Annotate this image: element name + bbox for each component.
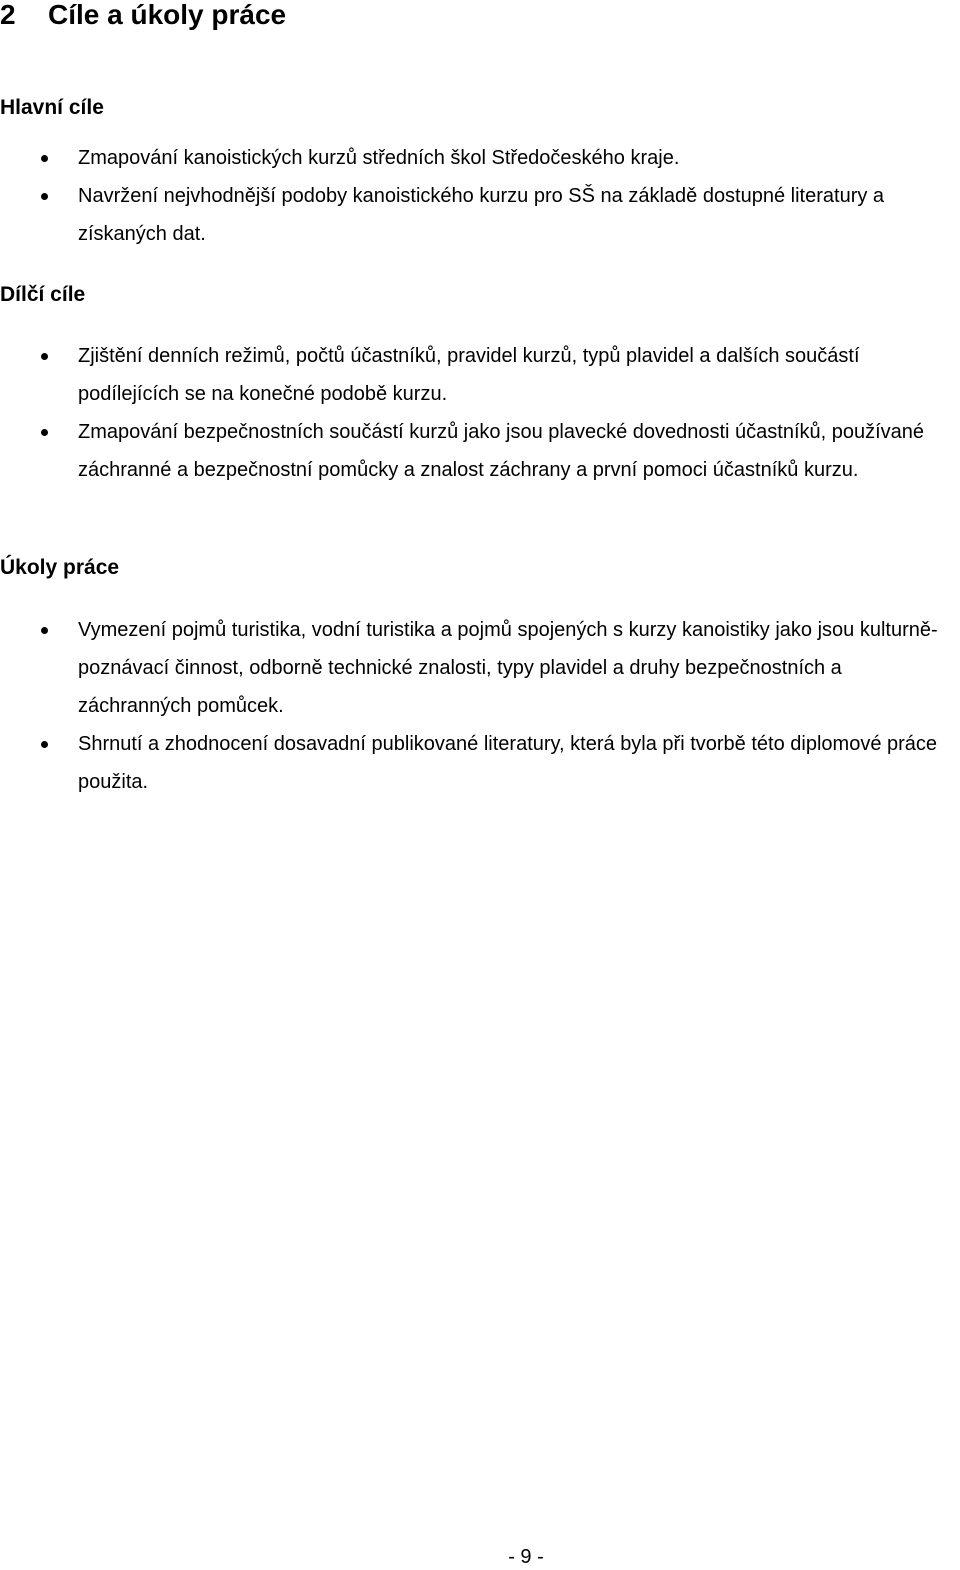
chapter-heading [0,0,286,33]
list-item-text: Zjištění denních režimů, počtů účastníků, pravidel kurzů, typů plavidel a dalších součástí podílejících se na konečné podobě kurzu. [78,345,860,405]
section-heading-hlavni-cile: Hlavní cíle [0,96,104,119]
list-item [0,413,960,489]
bullet-icon [41,155,48,162]
list-item [0,139,960,177]
bullet-icon [41,627,48,634]
chapter-number: 2 [0,0,16,30]
section-heading-ukoly-prace: Úkoly práce [0,556,120,579]
dilci-cile-list [0,337,960,489]
hlavni-cile-list [0,139,960,253]
bullet-icon [41,193,48,200]
list-item [0,337,960,413]
bullet-icon [41,741,48,748]
list-item [0,725,960,801]
list-item-text: Zmapování kanoistických kurzů středních škol Středočeského kraje. [78,147,680,169]
list-item [0,177,960,253]
bullet-icon [41,429,48,436]
list-item [0,611,960,725]
list-item-text: Zmapování bezpečnostních součástí kurzů jako jsou plavecké dovednosti účastníků, používané záchranné a bezpečnostní pomůcky a znalost záchrany a první pomoci účastníků kurzu. [78,421,925,481]
list-item-text: Navržení nejvhodnější podoby kanoistického kurzu pro SŠ na základě dostupné literatury a získaných dat. [78,185,885,245]
section-heading-dilci-cile: Dílčí cíle [0,283,86,306]
chapter-title: Cíle a úkoly práce [48,0,287,30]
page-number: - 9 - [508,1546,544,1568]
list-item-text: Vymezení pojmů turistika, vodní turistika a pojmů spojených s kurzy kanoistiky jako jsou kulturně-poznávací činnost, odborně technické znalosti, typy plavidel a druhy bezpečnostních a záchranných pomůcek. [78,619,938,717]
bullet-icon [41,353,48,360]
ukoly-prace-list [0,611,960,801]
list-item-text: Shrnutí a zhodnocení dosavadní publikované literatury, která byla při tvorbě této diplomové práce použita. [78,733,938,793]
